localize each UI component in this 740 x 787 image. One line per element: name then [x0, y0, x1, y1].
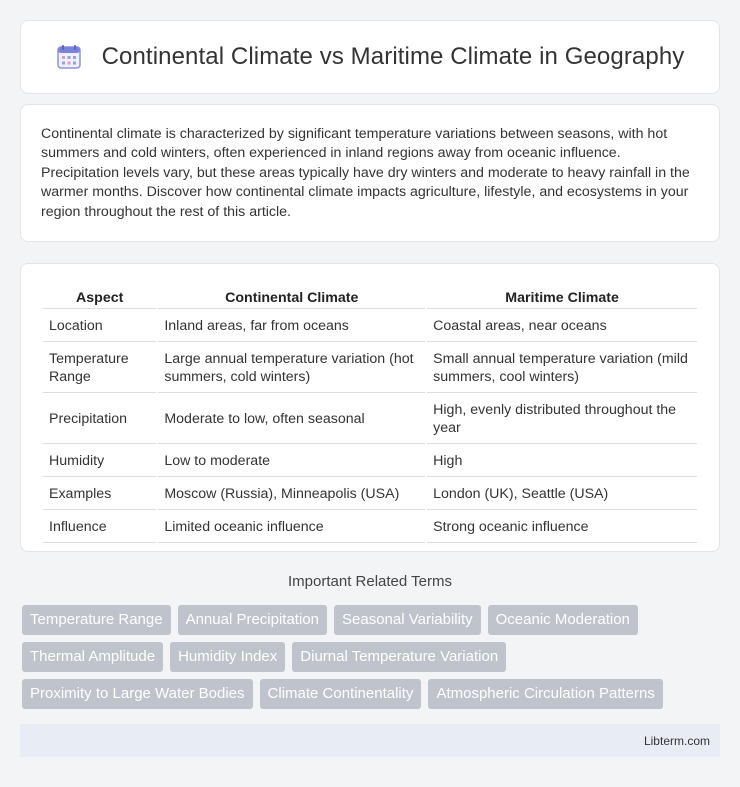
table-cell-continental: Large annual temperature variation (hot summers, cold winters) — [158, 344, 425, 393]
column-header-maritime: Maritime Climate — [427, 286, 697, 309]
table-header-row — [43, 286, 697, 309]
tag-seasonal-variability[interactable]: Seasonal Variability — [334, 605, 481, 635]
table-cell-continental: Moderate to low, often seasonal — [158, 395, 425, 444]
tag-atmospheric-circulation-patterns[interactable]: Atmospheric Circulation Patterns — [428, 679, 662, 709]
table-row — [43, 446, 697, 477]
tag-oceanic-moderation[interactable]: Oceanic Moderation — [488, 605, 638, 635]
comparison-table-card — [20, 263, 720, 552]
table-cell-continental: Inland areas, far from oceans — [158, 311, 425, 342]
tag-temperature-range[interactable]: Temperature Range — [22, 605, 171, 635]
table-cell-continental: Low to moderate — [158, 446, 425, 477]
table-cell-maritime: Small annual temperature variation (mild summers, cool winters) — [427, 344, 697, 393]
table-cell-aspect: Examples — [43, 479, 156, 510]
calendar-grid-icon — [56, 44, 82, 70]
table-cell-aspect: Temperature Range — [43, 344, 156, 393]
table-row — [43, 395, 697, 444]
table-cell-maritime: Strong oceanic influence — [427, 512, 697, 543]
footer — [20, 724, 720, 757]
table-row — [43, 479, 697, 510]
column-header-continental: Continental Climate — [158, 286, 425, 309]
table-cell-continental: Limited oceanic influence — [158, 512, 425, 543]
footer-site-link[interactable]: Libterm.com — [643, 733, 710, 748]
table-cell-aspect: Humidity — [43, 446, 156, 477]
tag-annual-precipitation[interactable]: Annual Precipitation — [178, 605, 327, 635]
table-cell-aspect: Influence — [43, 512, 156, 543]
intro-paragraph: Continental climate is characterized by significant temperature variations between seasons, with hot summers and cold winters, often experienced in inland regions away from oceanic influence. Precipitation levels vary, but these areas typically have dry winters and moderate to heavy rainfall in the warmer months. Discover how continental climate impacts agriculture, lifestyle, and ecosystems in your region throughout the rest of this article. — [41, 126, 690, 220]
table-row — [43, 512, 697, 543]
tag-thermal-amplitude[interactable]: Thermal Amplitude — [22, 642, 163, 672]
table-row — [43, 311, 697, 342]
table-cell-aspect: Location — [43, 311, 156, 342]
table-cell-maritime: London (UK), Seattle (USA) — [427, 479, 697, 510]
page-title: Continental Climate vs Maritime Climate in Geography — [101, 43, 685, 70]
tag-proximity-to-large-water-bodies[interactable]: Proximity to Large Water Bodies — [22, 679, 253, 709]
tag-climate-continentality[interactable]: Climate Continentality — [260, 679, 422, 709]
comparison-table — [41, 284, 699, 545]
tag-diurnal-temperature-variation[interactable]: Diurnal Temperature Variation — [292, 642, 506, 672]
table-cell-aspect: Precipitation — [43, 395, 156, 444]
table-cell-maritime: High — [427, 446, 697, 477]
tag-humidity-index[interactable]: Humidity Index — [170, 642, 285, 672]
table-row — [43, 344, 697, 393]
header-card — [20, 20, 720, 94]
column-header-aspect: Aspect — [43, 286, 156, 309]
table-cell-maritime: Coastal areas, near oceans — [427, 311, 697, 342]
table-cell-maritime: High, evenly distributed throughout the year — [427, 395, 697, 444]
table-cell-continental: Moscow (Russia), Minneapolis (USA) — [158, 479, 425, 510]
related-terms-tags — [22, 605, 722, 709]
related-terms-title: Important Related Terms — [288, 573, 452, 590]
intro-card — [20, 104, 720, 242]
